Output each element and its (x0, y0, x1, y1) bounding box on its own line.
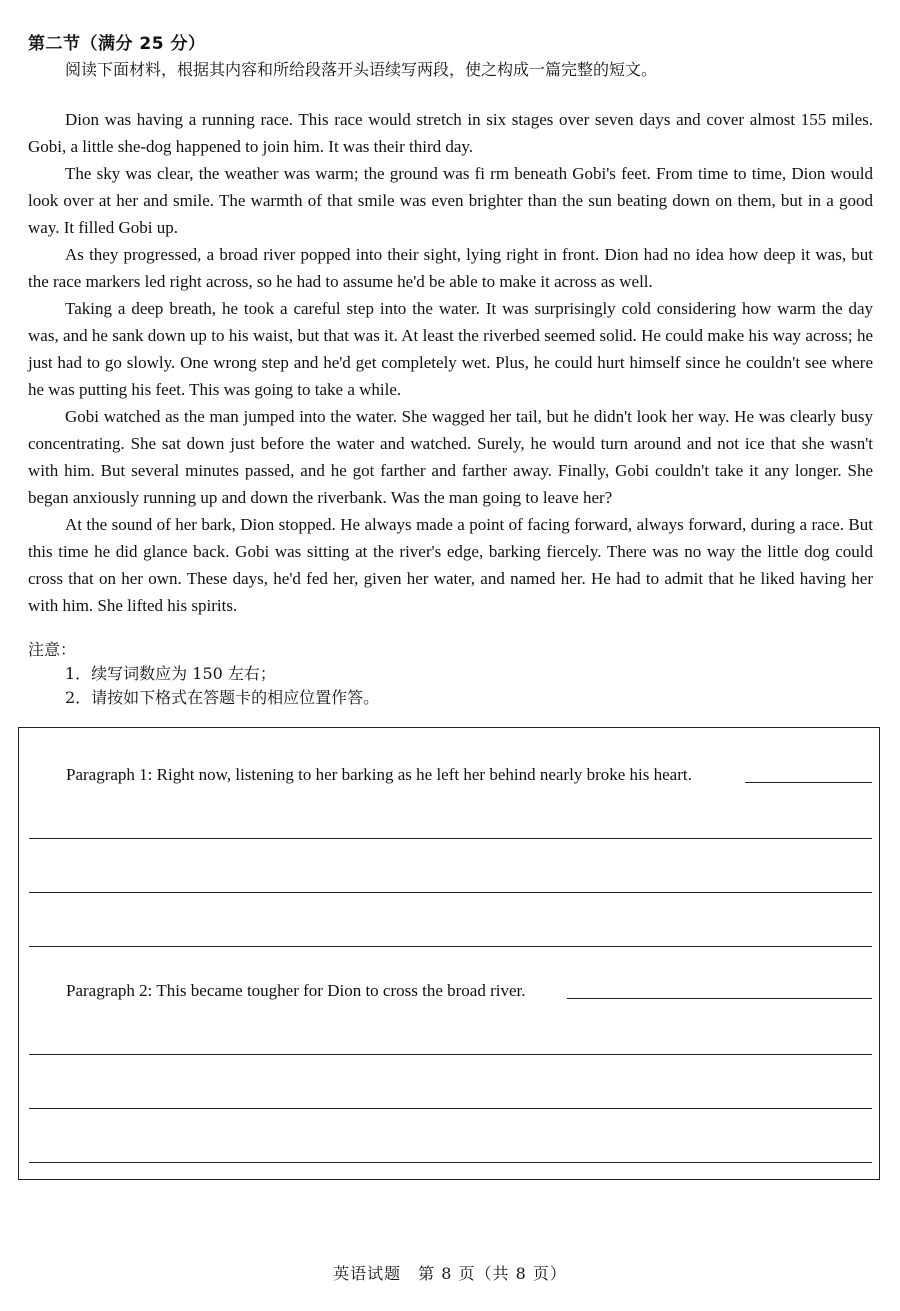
writing-line[interactable] (29, 892, 872, 893)
passage-paragraph: The sky was clear, the weather was warm; the ground was fi rm beneath Gobi's feet. From time to time, Dion would look over at her and smile. The warmth of that smile was even brighter than the sun beating down on them, but in a good way. It filled Gobi up. (28, 164, 873, 237)
notes-section (28, 638, 379, 710)
writing-line[interactable] (29, 1108, 872, 1109)
reading-passage (28, 106, 873, 619)
passage-paragraph: As they progressed, a broad river popped into their sight, lying right in front. Dion had no idea how deep it was, but the race markers led right across, so he had to assume he'd be able to make it across as well. (28, 245, 873, 291)
writing-line[interactable] (29, 838, 872, 839)
paragraph-2-blank[interactable] (567, 998, 872, 999)
answer-box (18, 727, 880, 1180)
passage-paragraph: Taking a deep breath, he took a careful step into the water. It was surprisingly cold considering how warm the day was, and he sank down up to his waist, but that was it. At least the riverbed seemed solid. He could make his way across; he just had to go slowly. One wrong step and he'd get completely wet. Plus, he could hurt himself since he couldn't see where he was putting his feet. This was going to take a while. (28, 299, 873, 399)
passage-paragraph: At the sound of her bark, Dion stopped. He always made a point of facing forward, always forward, during a race. But this time he did glance back. Gobi was sitting at the river's edge, barking fiercely. There was no way the little dog could cross that on her own. These days, he'd fed her, given her water, and named her. He had to admit that he liked having her with him. She lifted his spirits. (28, 515, 873, 615)
note-item: 1．续写词数应为 150 左右； (65, 664, 276, 683)
paragraph-2-prompt: Paragraph 2: This became tougher for Dion to cross the broad river. (66, 981, 526, 1000)
writing-line[interactable] (29, 946, 872, 947)
note-item: 2．请按如下格式在答题卡的相应位置作答。 (65, 688, 380, 707)
writing-line[interactable] (29, 1162, 872, 1163)
passage-paragraph: Gobi watched as the man jumped into the water. She wagged her tail, but he didn't look her way. He was clearly busy concentrating. She sat down just before the water and watched. Surely, he would turn around and not ice that she wasn't with him. But several minutes passed, and he got farther and farther away. Finally, Gobi couldn't take it any longer. She began anxiously running up and down the riverbank. Was the man going to leave her? (28, 407, 873, 507)
passage-paragraph: Dion was having a running race. This race would stretch in six stages over seven days and cover almost 155 miles. Gobi, a little she-dog happened to join him. It was their third day. (28, 110, 873, 156)
page-footer: 英语试题 第 8 页（共 8 页） (333, 1264, 567, 1283)
section-title: 第二节（满分 25 分） (28, 34, 206, 54)
notes-heading: 注意： (28, 640, 77, 659)
section-instruction: 阅读下面材料，根据其内容和所给段落开头语续写两段，使之构成一篇完整的短文。 (65, 60, 658, 79)
paragraph-1-prompt: Paragraph 1: Right now, listening to her barking as he left her behind nearly broke his heart. (66, 765, 692, 784)
paragraph-1-blank[interactable] (745, 782, 872, 783)
writing-line[interactable] (29, 1054, 872, 1055)
